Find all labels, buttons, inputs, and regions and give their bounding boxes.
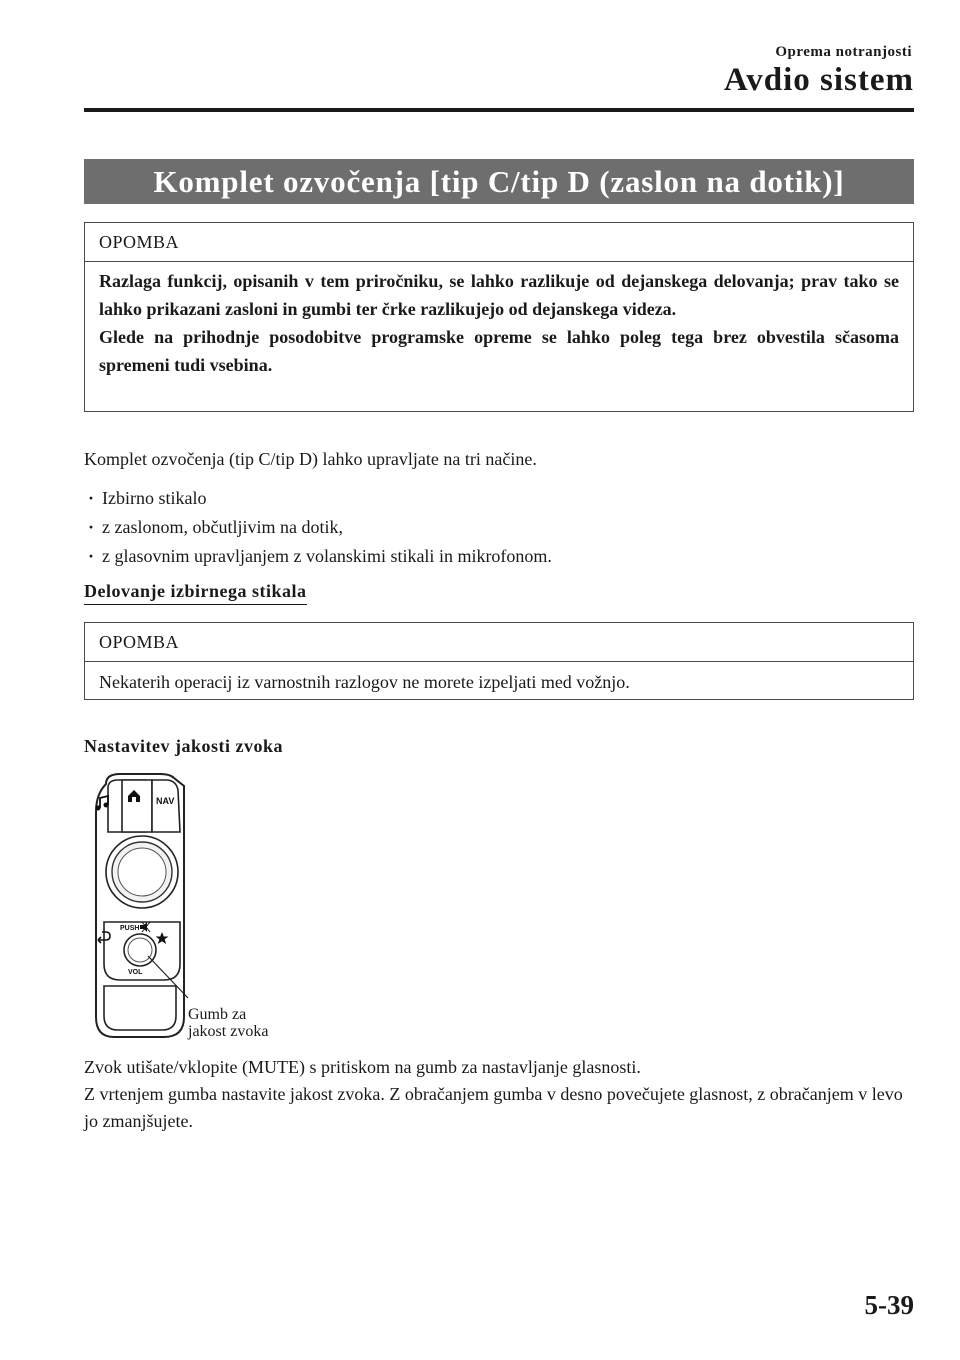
push-label: PUSH [120,925,140,932]
volume-heading: Nastavitev jakosti zvoka [84,736,283,756]
page-header-title: Avdio sistem [723,62,914,98]
subsection-heading-text: Delovanje izbirnega stikala [84,581,307,605]
knob-center [118,848,166,896]
paragraph-line: Z vrtenjem gumba nastavite jakost zvoka. Z obračanjem gumba v desno povečujete glasnost, z obračanjem v levo jo zmanjšujete. [84,1084,903,1131]
volume-knob-callout [188,1006,268,1040]
list-item [88,542,552,571]
bullet-icon: · [88,517,95,537]
vol-label: VOL [128,969,143,976]
callout-text: Gumb za [188,1006,247,1023]
note-box [84,622,914,700]
paragraph-line: Zvok utišate/vklopite (MUTE) s pritiskom na gumb za nastavljanje glasnosti. [84,1057,641,1077]
volume-knob-center [128,938,152,962]
note-body: Nekaterih operacij iz varnostnih razlogov ne morete izpeljati med vožnjo. [99,672,630,692]
nav-button-label: NAV [156,796,175,806]
list-item [88,484,552,513]
bullet-icon: · [88,488,95,508]
commander-switch-illustration [84,772,314,1042]
subsection-heading [84,581,307,602]
note-paragraph: Razlaga funkcij, opisanih v tem priročniku, se lahko razlikuje od dejanskega delovanja; prav tako se lahko prikazani zasloni in gumbi ter črke razlikujejo od dejanskega videza. [99,271,899,319]
chapter-label: Oprema notranjosti [775,44,912,60]
callout-text: jakost zvoka [188,1023,269,1040]
note-label: OPOMBA [85,223,913,262]
intro-text: Komplet ozvočenja (tip C/tip D) lahko upravljate na tri načine. [84,449,537,469]
section-title: Komplet ozvočenja [tip C/tip D (zaslon na dotik)] [84,159,914,204]
note-paragraph: Glede na prihodnje posodobitve programske opreme se lahko poleg tega brez obvestila sčasoma spremeni tudi vsebina. [99,327,899,375]
bullet-icon: · [88,546,95,566]
volume-instructions [84,1054,914,1135]
home-button[interactable] [122,780,152,832]
list-item-text: Izbirno stikalo [102,488,207,508]
palm-rest [104,986,176,1030]
header-rule [84,108,914,112]
list-item-text: z zaslonom, občutljivim na dotik, [102,517,343,537]
list-item [88,513,552,542]
nav-button[interactable] [152,780,180,832]
methods-list [88,484,552,571]
note-body [85,262,913,387]
page-number: 5-39 [864,1290,914,1320]
note-box [84,222,914,412]
list-item-text: z glasovnim upravljanjem z volanskimi stikali in mikrofonom. [102,546,552,566]
note-label: OPOMBA [85,623,913,662]
